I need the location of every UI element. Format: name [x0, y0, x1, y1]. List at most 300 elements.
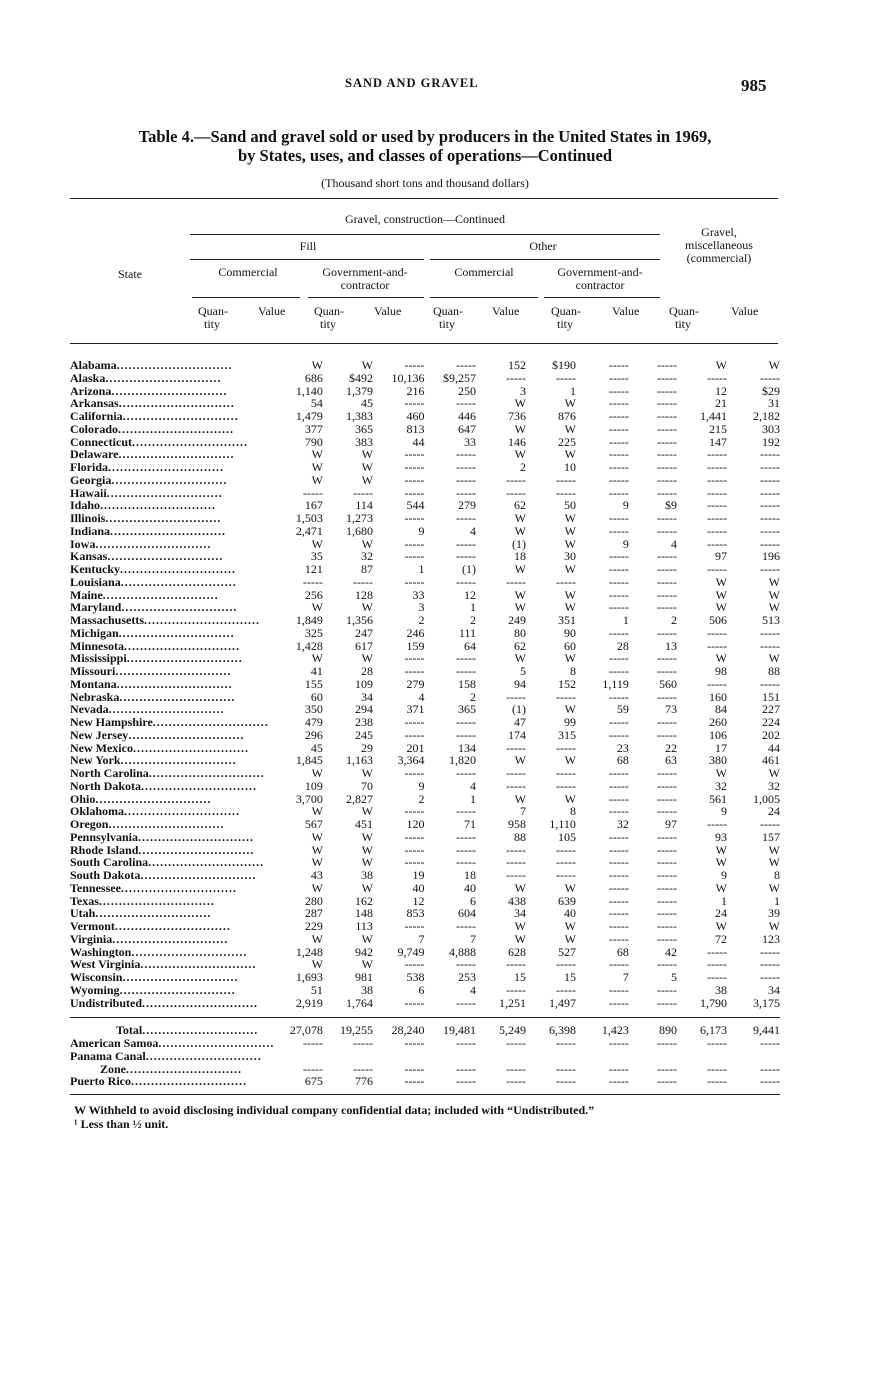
table-cell: ----- [456, 536, 476, 551]
table-cell: ----- [608, 358, 629, 372]
table-cell: ----- [608, 919, 629, 933]
table-cell: 296 [304, 727, 323, 742]
table-cell: W [564, 931, 576, 946]
table-cell: ----- [608, 829, 629, 844]
table-cell: 31 [768, 396, 780, 411]
table-cell: ----- [302, 1061, 323, 1076]
table-cell: 174 [507, 727, 526, 742]
leader-dots: ............................. [124, 639, 240, 653]
table-cell: 1,423 [601, 1023, 629, 1038]
table-cell: ----- [707, 498, 727, 513]
table-cell: W [768, 574, 780, 589]
table-cell: 351 [557, 613, 576, 627]
table-cell: W [768, 919, 780, 933]
table-cell: 192 [762, 434, 780, 449]
table-cell: 111 [458, 625, 476, 640]
table-cell: ----- [404, 995, 425, 1010]
table-cell: ----- [456, 842, 476, 857]
table-cell: 2 [671, 613, 678, 627]
table-cell: $29 [762, 383, 780, 398]
table-cell: 238 [354, 715, 373, 729]
table-row [70, 869, 780, 882]
table-cell: ----- [555, 842, 576, 857]
leader-dots: ............................. [110, 524, 227, 538]
state-label: North Dakota [70, 779, 141, 793]
leader-dots: ............................. [121, 601, 238, 614]
table-cell: 2 [470, 689, 476, 704]
table-cell: ----- [456, 447, 476, 462]
table-cell: ----- [456, 574, 476, 589]
table-cell: ----- [456, 460, 476, 474]
table-cell: 890 [659, 1023, 678, 1038]
table-row [70, 997, 780, 1010]
table-cell: ----- [456, 1036, 476, 1050]
header-value: Value [612, 304, 640, 318]
table-cell: ----- [657, 574, 678, 589]
table-cell: ----- [707, 447, 727, 462]
table-cell: ----- [608, 1074, 629, 1089]
table-cell: 604 [458, 906, 476, 921]
table-cell: ----- [404, 855, 425, 870]
table-cell: ----- [608, 893, 629, 908]
table-row [70, 423, 780, 436]
state-label: Louisiana [70, 575, 121, 589]
table-cell: W [311, 536, 323, 551]
table-cell: 1,383 [345, 409, 373, 423]
table-cell: 30 [563, 549, 576, 564]
table-cell: 146 [507, 434, 526, 449]
state-name [70, 499, 274, 512]
top-rule [70, 198, 778, 199]
table-cell: ----- [760, 957, 780, 972]
table-cell: 158 [458, 676, 476, 691]
table-cell: 123 [762, 931, 780, 946]
table-cell: 253 [458, 970, 476, 984]
table-cell: ----- [608, 664, 629, 678]
header-quantity: Quan- tity [198, 304, 228, 331]
table-cell: 68 [616, 944, 629, 959]
table-cell: ----- [707, 460, 727, 474]
table-row [70, 933, 780, 946]
table-cell: 41 [310, 664, 323, 678]
table-cell: 39 [768, 906, 780, 921]
table-cell: ----- [404, 460, 425, 474]
state-label: Maryland [70, 601, 122, 614]
state-label: North Carolina [70, 767, 149, 780]
table-cell: 87 [360, 562, 373, 576]
table-cell: W [361, 766, 373, 780]
table-cell: ----- [404, 511, 425, 525]
table-cell: 27,078 [289, 1023, 323, 1038]
data-table [70, 359, 780, 1095]
state-name [70, 920, 274, 933]
table-cell: 152 [557, 676, 576, 691]
leader-dots: ............................. [132, 741, 249, 755]
table-cell: ----- [505, 855, 526, 870]
table-cell: ----- [608, 766, 629, 780]
table-cell: W [715, 600, 727, 615]
table-cell: 19 [412, 868, 425, 882]
state-name [70, 359, 274, 372]
table-cell: ----- [608, 434, 629, 449]
table-cell [629, 1050, 677, 1063]
table-cell: 84 [715, 702, 727, 717]
table-cell: 28 [360, 664, 373, 678]
table-cell: 256 [304, 587, 323, 602]
table-cell: ----- [608, 574, 629, 589]
state-name [70, 640, 274, 653]
state-label: Kansas [70, 550, 108, 563]
table-cell: ----- [404, 957, 425, 972]
table-cell: 121 [304, 562, 323, 576]
state-name [70, 729, 274, 742]
table-cell: ----- [657, 562, 678, 576]
table-cell: ----- [352, 574, 373, 589]
table-cell: 617 [354, 638, 373, 653]
table-cell: 54 [310, 396, 323, 411]
table-cell: 229 [304, 919, 323, 933]
table-cell: 7 [418, 931, 425, 946]
table-cell: 1 [721, 893, 727, 908]
table-cell: ----- [555, 740, 576, 755]
table-cell: 6,398 [548, 1023, 576, 1038]
table-cell: ----- [760, 1036, 780, 1050]
table-cell: 315 [557, 727, 576, 742]
footnote-w: W Withheld to avoid disclosing individual company confidential data; included with “Undistributed.” [74, 1103, 595, 1117]
table-cell: ----- [404, 1061, 425, 1076]
table-cell: (1) [462, 562, 476, 576]
table-cell: 1,248 [295, 944, 323, 959]
table-row [70, 818, 780, 831]
leader-dots: ............................. [111, 473, 228, 487]
table-cell: W [715, 880, 727, 895]
table-cell: $9,257 [443, 370, 476, 385]
table-cell: ----- [657, 485, 678, 500]
table-cell: 639 [557, 893, 576, 908]
table-cell: ----- [505, 485, 526, 500]
table-cell: 42 [665, 944, 678, 959]
table-cell: W [514, 587, 526, 602]
table-cell: 380 [709, 753, 727, 768]
table-cell: W [514, 421, 526, 436]
table-cell: 72 [715, 931, 727, 946]
table-cell: ----- [608, 778, 629, 793]
table-cell: ----- [456, 549, 476, 564]
table-cell: 93 [715, 829, 727, 844]
table-cell: ----- [505, 868, 526, 882]
table-cell: 377 [304, 421, 323, 436]
table-cell: W [514, 880, 526, 895]
header-gravel-misc-line-1: Gravel, [701, 225, 737, 239]
state-name [70, 550, 274, 563]
table-cell: ----- [555, 1074, 576, 1089]
table-cell: W [768, 842, 780, 857]
table-cell [476, 1050, 526, 1063]
table-cell: ----- [760, 970, 780, 984]
table-cell: W [514, 511, 526, 525]
table-cell: 12 [464, 587, 476, 602]
table-cell: W [564, 421, 576, 436]
table-cell: 47 [513, 715, 526, 729]
table-cell: 3,700 [295, 791, 323, 806]
table-cell: 151 [762, 689, 780, 704]
table-cell: 1,680 [345, 523, 373, 538]
leader-dots: ............................. [142, 996, 259, 1010]
table-cell: 3,364 [397, 753, 425, 768]
table-cell: 736 [507, 409, 526, 423]
table-cell: ----- [456, 1061, 476, 1076]
table-cell: ----- [608, 906, 629, 921]
table-row [70, 1075, 780, 1088]
header-rule-fill-commercial [192, 297, 300, 298]
table-cell: ----- [608, 995, 629, 1010]
table-cell: W [361, 472, 373, 487]
state-label: Arkansas [70, 397, 119, 410]
table-cell: ----- [608, 651, 629, 666]
table-cell: ----- [657, 523, 678, 538]
state-label: American Samoa [70, 1037, 159, 1050]
table-cell: 29 [360, 740, 373, 755]
state-name [70, 958, 274, 971]
table-cell: 446 [458, 409, 476, 423]
table-cell: ----- [608, 370, 629, 385]
table-cell: 260 [709, 715, 727, 729]
table-cell: ----- [456, 995, 476, 1010]
table-cell: 62 [513, 638, 526, 653]
table-cell: W [311, 460, 323, 474]
table-cell: ----- [302, 574, 323, 589]
running-head: SAND AND GRAVEL [345, 76, 479, 90]
table-cell: (1) [511, 536, 526, 551]
table-cell: ----- [404, 766, 425, 780]
table-cell: ----- [456, 715, 476, 729]
leader-dots: ............................. [108, 703, 225, 716]
table-cell: ----- [608, 383, 629, 398]
table-cell: ----- [608, 868, 629, 882]
table-cell [274, 1050, 323, 1063]
leader-dots: ............................. [95, 792, 212, 806]
table-cell: W [514, 931, 526, 946]
table-cell: 5 [519, 664, 526, 678]
table-cell: 88 [768, 664, 780, 678]
table-cell: W [564, 600, 576, 615]
table-cell: ----- [760, 1061, 780, 1076]
table-cell: ----- [657, 358, 678, 372]
table-cell: 365 [458, 702, 476, 717]
table-cell: 18 [513, 549, 526, 564]
table-cell: 19,255 [339, 1023, 373, 1038]
table-cell: 8 [774, 868, 780, 882]
table-cell: 561 [709, 791, 727, 806]
state-label: New York [70, 754, 121, 767]
state-label: Oklahoma [70, 805, 125, 818]
table-cell: 567 [304, 817, 323, 831]
table-cell: ----- [657, 919, 678, 933]
table-cell: 98 [715, 664, 727, 678]
table-cell: 64 [464, 638, 476, 653]
header-quantity: Quan- tity [669, 304, 699, 331]
table-cell: W [361, 536, 373, 551]
table-cell: 5 [671, 970, 678, 984]
table-row [70, 525, 780, 538]
table-cell: W [564, 791, 576, 806]
table-cell: ----- [404, 919, 425, 933]
table-cell: 215 [709, 421, 727, 436]
table-cell: ----- [760, 447, 780, 462]
header-rule-construction [190, 234, 660, 235]
table-cell: ----- [760, 485, 780, 500]
table-cell: 544 [406, 498, 425, 513]
table-cell: 675 [304, 1074, 323, 1089]
header-fill: Fill [299, 239, 317, 253]
table-cell: ----- [707, 562, 727, 576]
table-cell: ----- [505, 1074, 526, 1089]
table-cell: ----- [404, 842, 425, 857]
table-cell: ----- [555, 574, 576, 589]
table-cell: ----- [657, 1061, 678, 1076]
table-cell: W [768, 855, 780, 870]
table-cell: W [564, 753, 576, 768]
table-cell: ----- [456, 804, 476, 819]
table-cell: 9 [418, 523, 425, 538]
leader-dots: ............................. [126, 652, 243, 665]
table-cell: 9 [721, 804, 727, 819]
table-cell: 90 [563, 625, 576, 640]
table-cell: 162 [354, 893, 373, 908]
table-cell: W [564, 880, 576, 895]
state-label: Oregon [70, 818, 109, 831]
table-cell: 365 [354, 421, 373, 436]
table-cell: ----- [657, 931, 678, 946]
header-other: Other [529, 239, 557, 253]
table-cell: 1 [418, 562, 425, 576]
state-label: Alaska [70, 371, 106, 385]
leader-dots: ............................. [118, 626, 235, 640]
table-cell: 628 [507, 944, 526, 959]
leader-dots: ............................. [116, 677, 233, 691]
table-cell: 1,119 [602, 676, 629, 691]
table-row [70, 729, 780, 742]
table-cell: ----- [608, 485, 629, 500]
leader-dots: ............................. [95, 537, 212, 551]
table-cell: ----- [707, 1036, 727, 1050]
table-cell: 167 [304, 498, 323, 513]
state-label: West Virginia [70, 958, 141, 971]
table-cell [727, 1050, 780, 1063]
table-cell: 1,497 [548, 995, 576, 1010]
state-label: Vermont [70, 920, 115, 933]
leader-dots: ............................. [120, 754, 237, 767]
table-cell: ----- [608, 460, 629, 474]
table-cell: 38 [360, 982, 373, 997]
table-cell: ----- [608, 842, 629, 857]
table-cell: ----- [608, 957, 629, 972]
table-cell: ----- [760, 638, 780, 653]
state-label: Nebraska [70, 690, 120, 704]
leader-dots: ............................. [132, 435, 248, 449]
state-name [70, 423, 274, 436]
state-name [70, 461, 274, 474]
table-cell: ----- [404, 485, 425, 500]
leader-dots: ............................. [118, 448, 235, 461]
table-cell: ----- [707, 625, 727, 640]
table-cell: 38 [715, 982, 727, 997]
state-name [70, 601, 274, 614]
table-cell: ----- [760, 944, 780, 959]
leader-dots: ............................. [120, 563, 237, 576]
table-cell: W [311, 358, 323, 372]
table-cell: ----- [657, 727, 678, 742]
table-cell: ----- [456, 919, 476, 933]
table-cell: ----- [456, 651, 476, 666]
table-cell: 9,749 [397, 944, 425, 959]
table-row [70, 1050, 780, 1063]
table-cell: 70 [360, 778, 373, 793]
table-cell: 245 [354, 727, 373, 742]
table-cell: 686 [304, 370, 323, 385]
table-cell: ----- [404, 727, 425, 742]
table-cell: 10,136 [391, 370, 425, 385]
table-cell: W [715, 358, 727, 372]
table-cell: ----- [657, 1036, 678, 1050]
table-cell: ----- [456, 472, 476, 487]
table-cell: ----- [505, 472, 526, 487]
state-name [70, 385, 274, 398]
table-cell: ----- [608, 880, 629, 895]
table-cell: W [311, 829, 323, 844]
table-cell: ----- [456, 396, 476, 411]
table-cell: 7 [622, 970, 629, 984]
header-other-commercial: Commercial [454, 265, 514, 279]
leader-dots: ............................. [140, 958, 257, 971]
state-name [70, 678, 274, 691]
table-cell: ----- [657, 829, 678, 844]
table-cell: ----- [404, 358, 425, 372]
table-cell: 109 [354, 676, 373, 691]
table-cell: ----- [505, 740, 526, 755]
table-cell: W [768, 880, 780, 895]
table-cell: ----- [608, 715, 629, 729]
state-label: Florida [70, 461, 108, 474]
state-label: Georgia [70, 473, 112, 487]
table-cell: ----- [456, 511, 476, 525]
table-cell: ----- [555, 957, 576, 972]
table-cell: W [361, 460, 373, 474]
leader-dots: ............................. [105, 512, 222, 525]
table-cell: ----- [352, 485, 373, 500]
table-cell: 4 [470, 778, 476, 793]
state-name [70, 627, 274, 640]
table-cell: ----- [404, 829, 425, 844]
table-cell: 853 [406, 906, 425, 921]
table-cell: 114 [355, 498, 373, 513]
table-row [70, 372, 780, 385]
table-cell: ----- [608, 472, 629, 487]
table-row [70, 563, 780, 576]
table-cell: ----- [456, 829, 476, 844]
table-cell: ----- [456, 358, 476, 372]
table-subtitle: (Thousand short tons and thousand dollars) [321, 176, 529, 190]
table-cell: ----- [404, 1074, 425, 1089]
table-cell: 246 [406, 625, 425, 640]
leader-dots: ............................. [138, 830, 255, 844]
leader-dots: ............................. [119, 983, 236, 997]
state-name [70, 525, 274, 538]
state-label: Pennsylvania [70, 830, 139, 844]
state-name [70, 563, 274, 576]
table-cell: W [768, 651, 780, 666]
table-cell: ----- [657, 982, 678, 997]
